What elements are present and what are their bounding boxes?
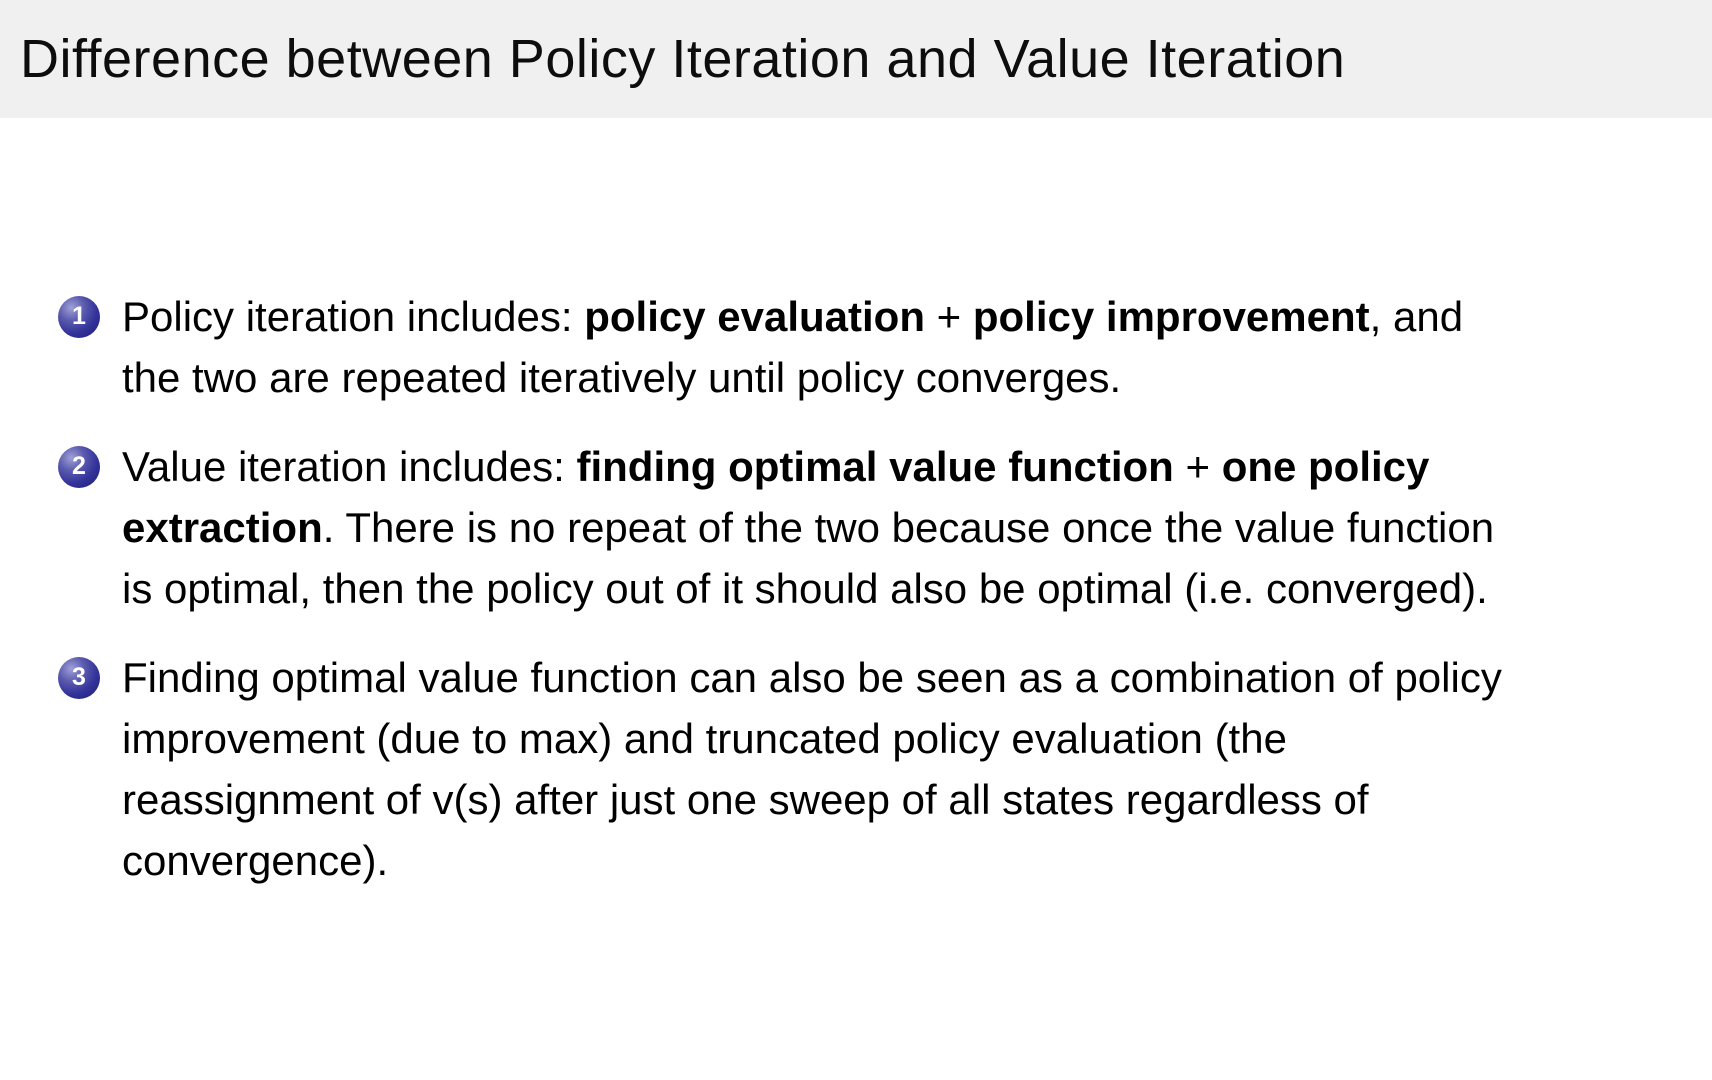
ball-number: 2 (72, 451, 86, 480)
text-segment: . There is no repeat of the two because once the value function is optimal, then the policy out of it should also be optimal (i.e. converged). (122, 504, 1495, 612)
title-bar (0, 0, 1712, 118)
slide-title: Difference between Policy Iteration and Value Iteration (20, 29, 1346, 89)
bullet-text-3 (122, 647, 1522, 891)
text-segment: + (1173, 443, 1222, 490)
text-segment: Value iteration includes: (122, 443, 577, 490)
text-segment: + (925, 293, 973, 340)
bullet-text-2 (122, 436, 1522, 619)
text-segment-bold: policy improvement (972, 293, 1370, 340)
list-item-2 (58, 436, 1652, 619)
list-item-3 (58, 647, 1652, 891)
bullet-text-1 (122, 286, 1522, 408)
enumeration-ball-2-icon (58, 446, 100, 488)
list-item-1 (58, 286, 1652, 408)
text-segment: , and the two are repeated iteratively until policy converges. (122, 293, 1464, 401)
slide-content (0, 286, 1712, 891)
ball-number: 1 (72, 301, 86, 330)
text-segment: Policy iteration includes: (122, 293, 585, 340)
text-segment-bold: finding optimal value function (576, 443, 1174, 490)
ball-number: 3 (72, 662, 86, 691)
enumeration-ball-3-icon (58, 657, 100, 699)
enumeration-ball-1-icon (58, 296, 100, 338)
text-segment: Finding optimal value function can also be seen as a combination of policy improvement (due to max) and truncated policy evaluation (the reassignment of v(s) after just one sweep of all states regardless of convergence). (122, 654, 1502, 884)
text-segment-bold: one policy extraction (122, 443, 1430, 551)
text-segment-bold: policy evaluation (584, 293, 925, 340)
